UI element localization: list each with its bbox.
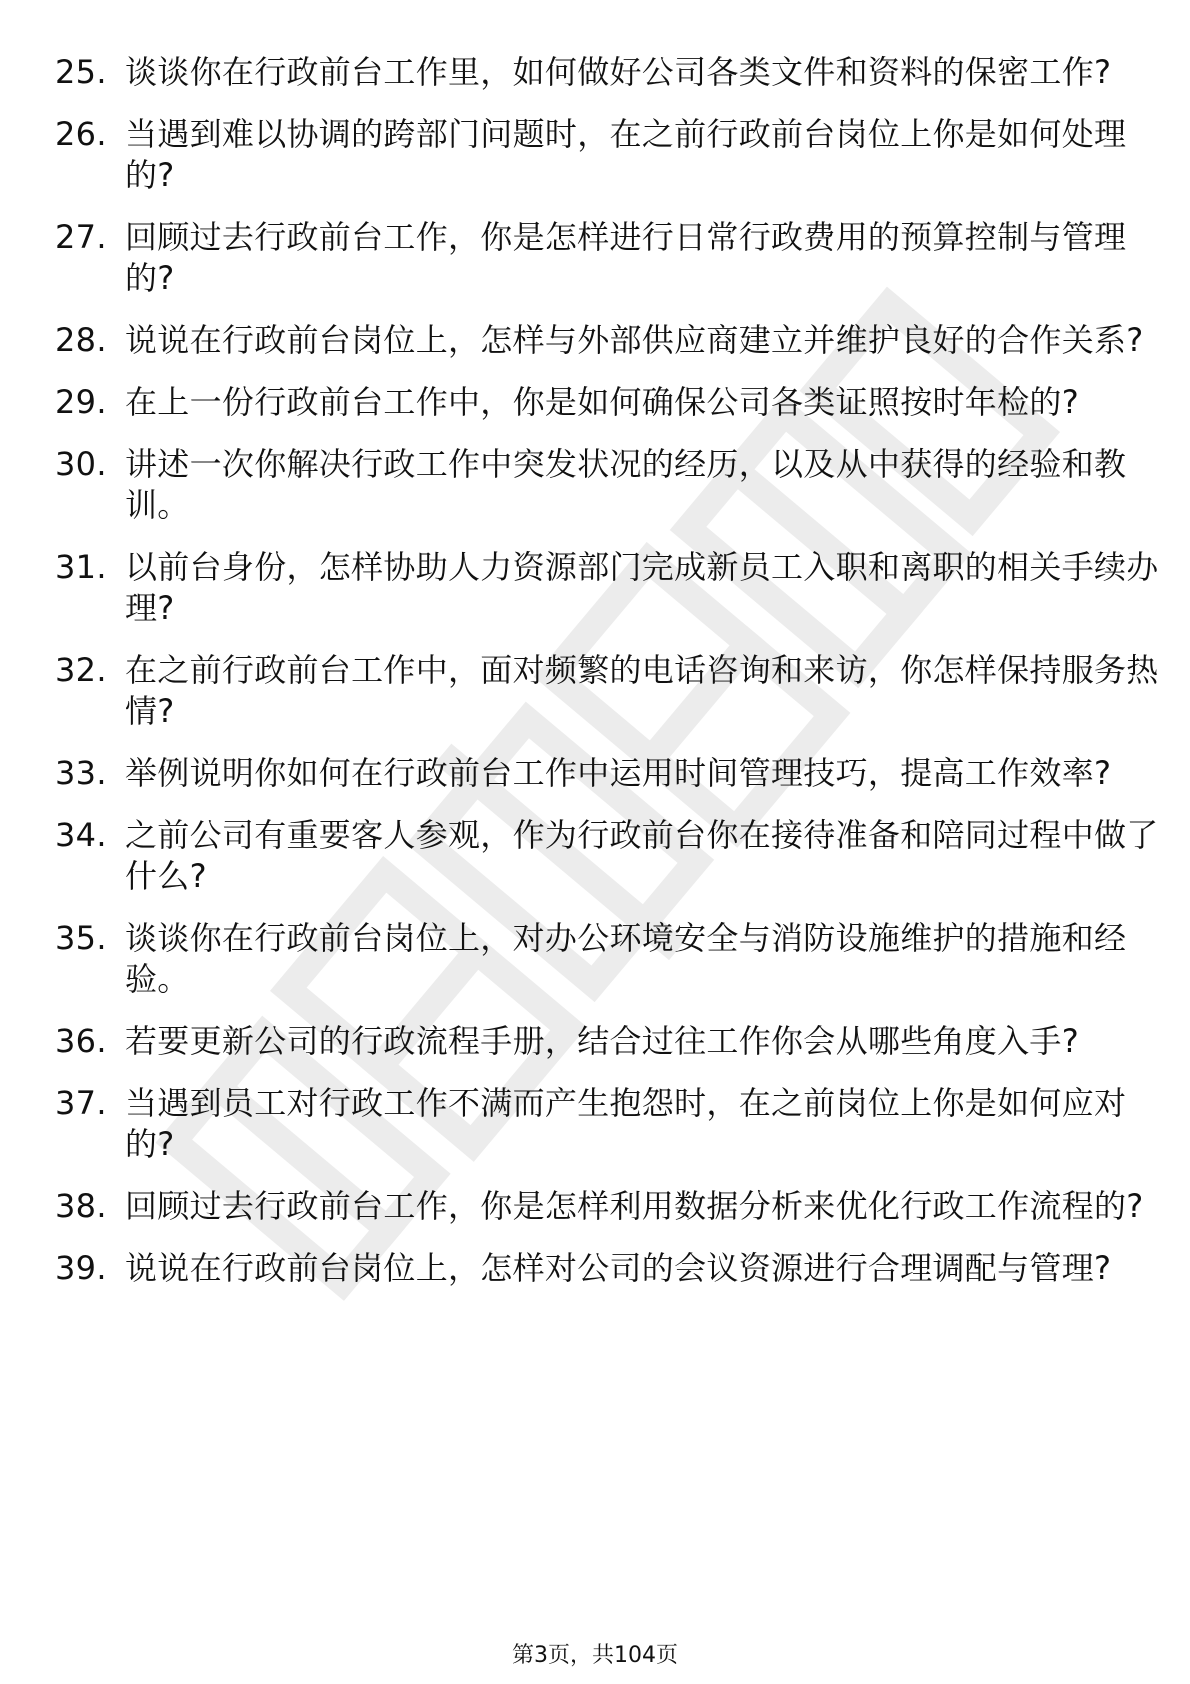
question-item (55, 1248, 1135, 1289)
question-number: 32. (55, 651, 107, 689)
question-text: 以前台身份，怎样协助人力资源部门完成新员工入职和离职的相关手续办理? (125, 548, 1159, 627)
question-text: 当遇到员工对行政工作不满而产生抱怨时，在之前岗位上你是如何应对的? (125, 1084, 1127, 1163)
question-list (55, 52, 1159, 1310)
question-text: 当遇到难以协调的跨部门问题时，在之前行政前台岗位上你是如何处理的? (125, 115, 1127, 194)
question-number: 39. (55, 1249, 107, 1287)
question-number: 30. (55, 445, 107, 483)
question-item (55, 918, 1135, 1000)
question-number: 35. (55, 919, 107, 957)
question-number: 34. (55, 816, 107, 854)
question-item (55, 547, 1159, 629)
question-item (55, 753, 1135, 794)
question-text: 说说在行政前台岗位上，怎样与外部供应商建立并维护良好的合作关系? (125, 321, 1144, 359)
question-number: 38. (55, 1187, 107, 1225)
question-number: 26. (55, 115, 107, 153)
question-text: 举例说明你如何在行政前台工作中运用时间管理技巧，提高工作效率? (125, 754, 1112, 792)
question-number: 28. (55, 321, 107, 359)
question-text: 在上一份行政前台工作中，你是如何确保公司各类证照按时年检的? (125, 383, 1079, 421)
question-number: 36. (55, 1022, 107, 1060)
question-text: 回顾过去行政前台工作，你是怎样进行日常行政费用的预算控制与管理的? (125, 218, 1127, 297)
question-item (55, 1083, 1135, 1165)
question-number: 25. (55, 53, 107, 91)
question-item (55, 444, 1135, 526)
question-item (55, 650, 1159, 732)
question-item (55, 52, 1135, 93)
question-text: 谈谈你在行政前台工作里，如何做好公司各类文件和资料的保密工作? (125, 53, 1112, 91)
question-text: 谈谈你在行政前台岗位上，对办公环境安全与消防设施维护的措施和经验。 (125, 919, 1127, 998)
question-number: 27. (55, 218, 107, 256)
question-text: 之前公司有重要客人参观，作为行政前台你在接待准备和陪同过程中做了什么? (125, 816, 1159, 895)
question-item (55, 217, 1135, 299)
question-number: 37. (55, 1084, 107, 1122)
question-text: 在之前行政前台工作中，面对频繁的电话咨询和来访，你怎样保持服务热情? (125, 651, 1159, 730)
question-item (55, 1021, 1135, 1062)
question-item (55, 815, 1159, 897)
question-text: 若要更新公司的行政流程手册，结合过往工作你会从哪些角度入手? (125, 1022, 1079, 1060)
question-item (55, 320, 1144, 361)
page-footer: 第3页，共104页 (512, 1643, 678, 1668)
question-item (55, 1186, 1144, 1227)
question-text: 讲述一次你解决行政工作中突发状况的经历，以及从中获得的经验和教训。 (125, 445, 1127, 524)
question-number: 33. (55, 754, 107, 792)
question-item (55, 382, 1135, 423)
question-number: 31. (55, 548, 107, 586)
question-text: 回顾过去行政前台工作，你是怎样利用数据分析来优化行政工作流程的? (125, 1187, 1144, 1225)
question-text: 说说在行政前台岗位上，怎样对公司的会议资源进行合理调配与管理? (125, 1249, 1112, 1287)
question-item (55, 114, 1135, 196)
question-number: 29. (55, 383, 107, 421)
